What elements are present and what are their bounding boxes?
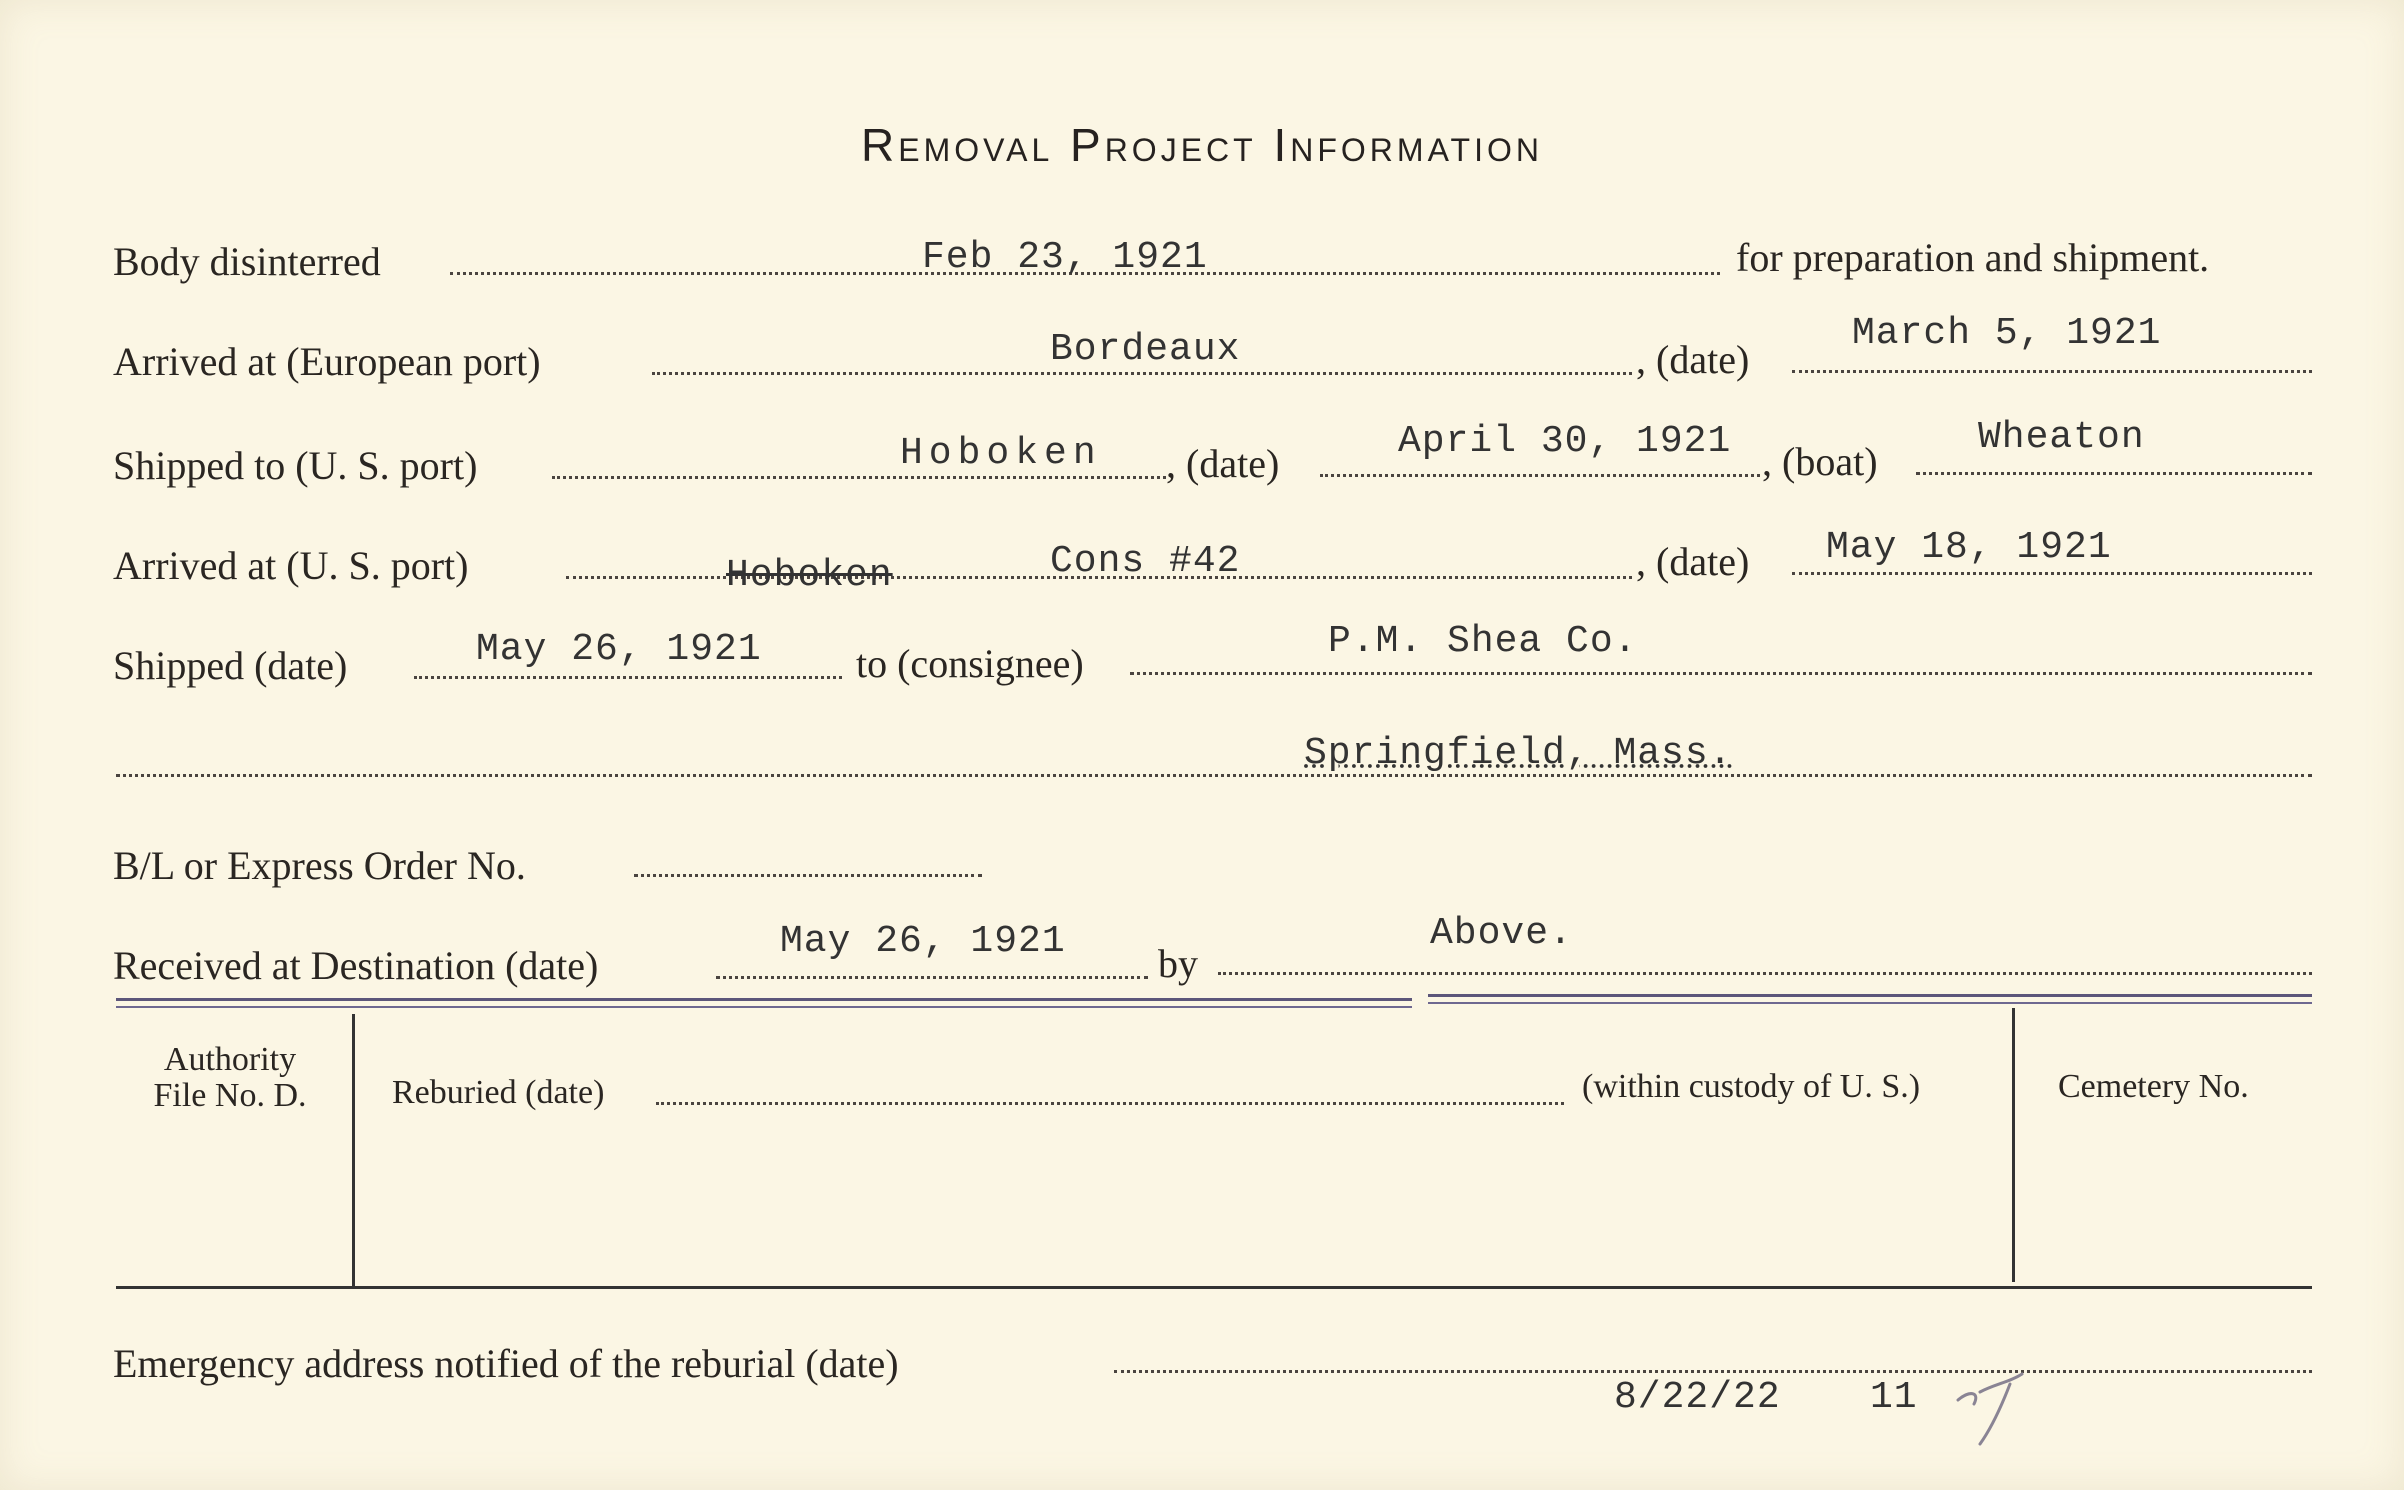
shipped-date-label: , (date) bbox=[1166, 441, 1280, 486]
consignee-city-line bbox=[116, 774, 2312, 777]
received-date-value: May 26, 1921 bbox=[780, 920, 1066, 963]
disinterred-date-value: Feb 23, 1921 bbox=[922, 236, 1208, 279]
box-bottom-rule bbox=[116, 1286, 2312, 1289]
shipped-to-line bbox=[552, 476, 1166, 479]
authority-file-label bbox=[120, 1042, 340, 1114]
cemetery-no-label: Cemetery No. bbox=[2058, 1068, 2249, 1105]
boat-label: , (boat) bbox=[1762, 439, 1878, 484]
received-destination-label: Received at Destination (date) bbox=[113, 943, 599, 988]
received-date-line bbox=[716, 976, 1148, 979]
double-rule-left-bottom bbox=[116, 1006, 1412, 1008]
european-date-line bbox=[1792, 370, 2312, 373]
emergency-note-value: 11 bbox=[1870, 1376, 1918, 1419]
box-divider-right bbox=[2012, 1008, 2015, 1282]
european-port-line bbox=[652, 372, 1632, 375]
boat-line bbox=[1916, 472, 2312, 475]
handwritten-initial-mark bbox=[1950, 1370, 2030, 1450]
arrived-us-port-struck-value: Hoboken bbox=[726, 554, 893, 597]
emergency-date-value: 8/22/22 bbox=[1614, 1376, 1781, 1419]
arrived-us-date-line bbox=[1792, 572, 2312, 575]
by-label: by bbox=[1158, 941, 1198, 986]
double-rule-left-top bbox=[116, 998, 1412, 1001]
shipped-consignee-date-value: May 26, 1921 bbox=[476, 628, 762, 671]
received-by-value: Above. bbox=[1430, 912, 1573, 955]
consignee-line bbox=[1130, 672, 2312, 675]
shipped-date-value: April 30, 1921 bbox=[1398, 420, 1732, 463]
shipped-to-label: Shipped to (U. S. port) bbox=[113, 443, 478, 488]
reburied-label: Reburied (date) bbox=[392, 1074, 605, 1111]
consignee-city-value: Springfield, Mass. bbox=[1304, 732, 1733, 775]
bl-order-line bbox=[634, 874, 982, 877]
emergency-address-label: Emergency address notified of the reburial (date) bbox=[113, 1341, 899, 1386]
double-rule-right-top bbox=[1428, 994, 2312, 997]
body-disinterred-label: Body disinterred bbox=[113, 239, 381, 284]
reburied-line bbox=[656, 1102, 1564, 1105]
box-divider-left bbox=[352, 1014, 355, 1286]
arrived-us-date-label: , (date) bbox=[1636, 539, 1750, 584]
received-by-line bbox=[1218, 972, 2312, 975]
shipped-consignee-date-line bbox=[414, 676, 842, 679]
within-custody-label: (within custody of U. S.) bbox=[1582, 1068, 1921, 1105]
european-port-value: Bordeaux bbox=[1050, 328, 1241, 371]
european-arrival-date-value: March 5, 1921 bbox=[1852, 312, 2162, 355]
arrived-us-label: Arrived at (U. S. port) bbox=[113, 543, 469, 588]
arrived-us-date-value: May 18, 1921 bbox=[1826, 526, 2112, 569]
boat-value: Wheaton bbox=[1978, 416, 2145, 459]
shipped-to-port-value: Hoboken bbox=[900, 432, 1102, 475]
consignee-label: to (consignee) bbox=[856, 641, 1084, 686]
page-title: Removal Project Information bbox=[861, 119, 1543, 171]
emergency-address-line bbox=[1114, 1370, 2312, 1373]
double-rule-right-bottom bbox=[1428, 1002, 2312, 1004]
shipped-consignee-date-label: Shipped (date) bbox=[113, 643, 348, 688]
arrived-european-label: Arrived at (European port) bbox=[113, 339, 541, 384]
consignee-name-value: P.M. Shea Co. bbox=[1328, 620, 1638, 663]
preparation-label: for preparation and shipment. bbox=[1736, 235, 2210, 280]
authority-label-line1: Authority bbox=[163, 1041, 297, 1078]
shipped-date-line bbox=[1320, 474, 1760, 477]
european-date-label: , (date) bbox=[1636, 337, 1750, 382]
bl-order-label: B/L or Express Order No. bbox=[113, 843, 526, 888]
authority-label-line2: File No. D. bbox=[153, 1077, 307, 1114]
arrived-us-note-value: Cons #42 bbox=[1050, 540, 1241, 583]
